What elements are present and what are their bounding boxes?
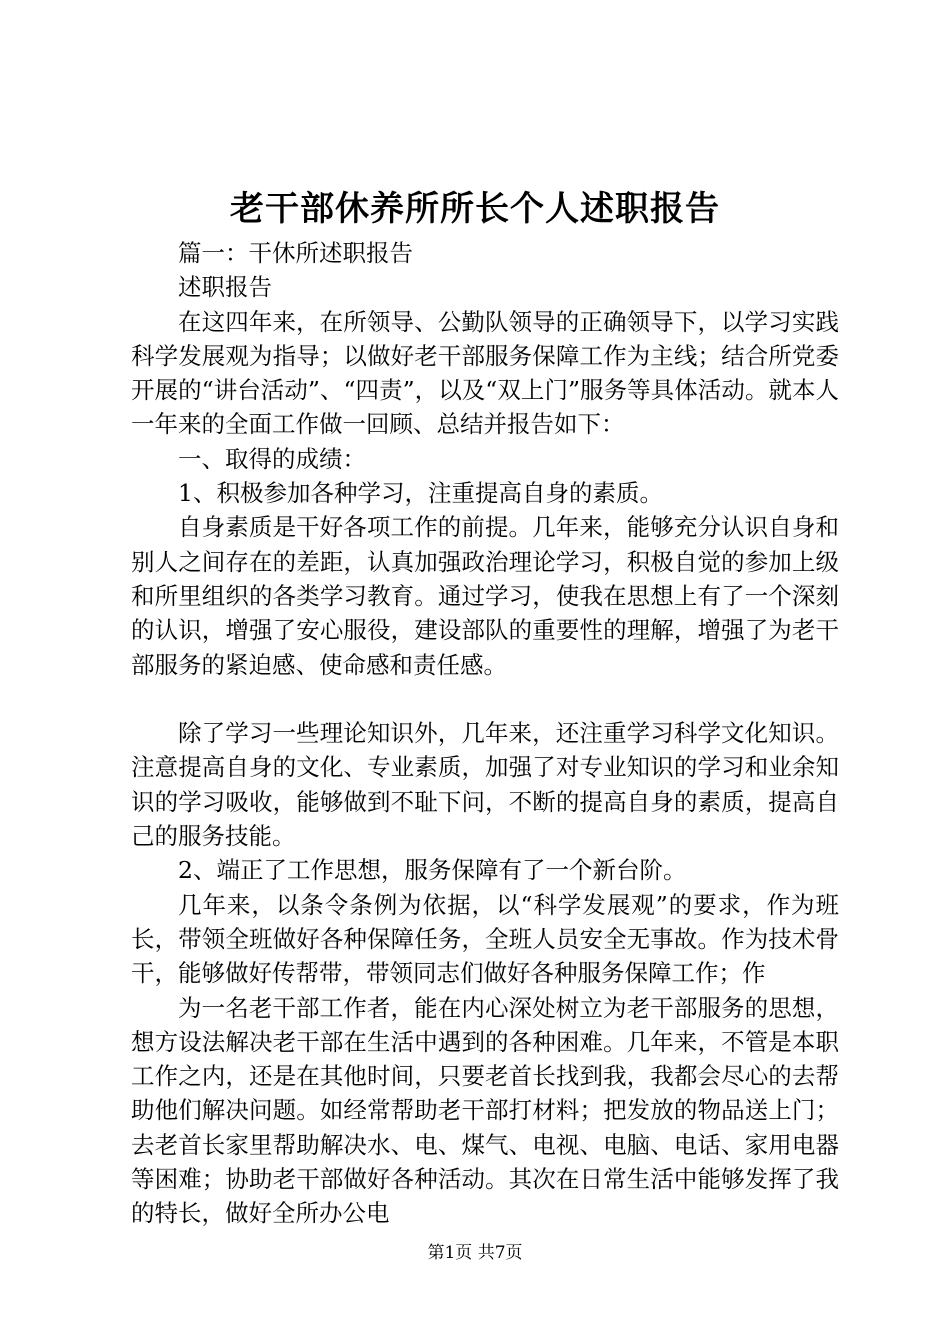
paragraph: 几年来，以条令条例为依据，以“科学发展观”的要求，作为班长，带领全班做好各种保障任务，全班人员安全无事故。作为技术骨干，能够做好传帮带，带领同志们做好各种服务保障工作；作 xyxy=(131,890,839,988)
subheading: 述职报告 xyxy=(178,273,272,302)
document-title: 老干部休养所所长个人述职报告 xyxy=(230,189,720,229)
section-heading: 篇一：干休所述职报告 xyxy=(178,239,413,267)
paragraph: 为一名老干部工作者，能在内心深处树立为老干部服务的思想，想方设法解决老干部在生活中遇到的各种困难。几年来，不管是本职工作之内，还是在其他时间，只要老首长找到我，我都会尽心的去帮助他们解决问题。如经常帮助老干部打材料；把发放的物品送上门；去老首长家里帮助解决水、电、煤气、电视、电脑、电话、家用电器等困难；协助老干部做好各种活动。其次在日常生活中能够发挥了我的特长，做好全所办公电 xyxy=(131,993,839,1228)
paragraph: 除了学习一些理论知识外，几年来，还注重学习科学文化知识。注意提高自身的文化、专业素质，加强了对专业知识的学习和业余知识的学习吸收，能够做到不耻下问，不断的提高自身的素质，提高自己的服务技能。 xyxy=(131,719,839,851)
paragraph: 自身素质是干好各项工作的前提。几年来，能够充分认识自身和别人之间存在的差距，认真加强政治理论学习，积极自觉的参加上级和所里组织的各类学习教育。通过学习，使我在思想上有了一个深刻的认识，增强了安心服役，建设部队的重要性的理解，增强了为老干部服务的紧迫感、使命感和责任感。 xyxy=(131,513,839,679)
document-body xyxy=(131,236,839,1231)
list-item-heading: 2、端正了工作思想，服务保障有了一个新台阶。 xyxy=(178,856,687,885)
paragraph: 在这四年来，在所领导、公勤队领导的正确领导下，以学习实践科学发展观为指导；以做好老干部服务保障工作为主线；结合所党委开展的“讲台活动”、“四责”，以及“双上门”服务等具体活动。就本人一年来的全面工作做一回顾、总结并报告如下： xyxy=(131,307,839,439)
page-footer: 第1页 共7页 xyxy=(427,1243,523,1263)
list-item-heading: 1、积极参加各种学习，注重提高自身的素质。 xyxy=(178,479,663,508)
list-heading: 一、取得的成绩： xyxy=(178,444,366,473)
